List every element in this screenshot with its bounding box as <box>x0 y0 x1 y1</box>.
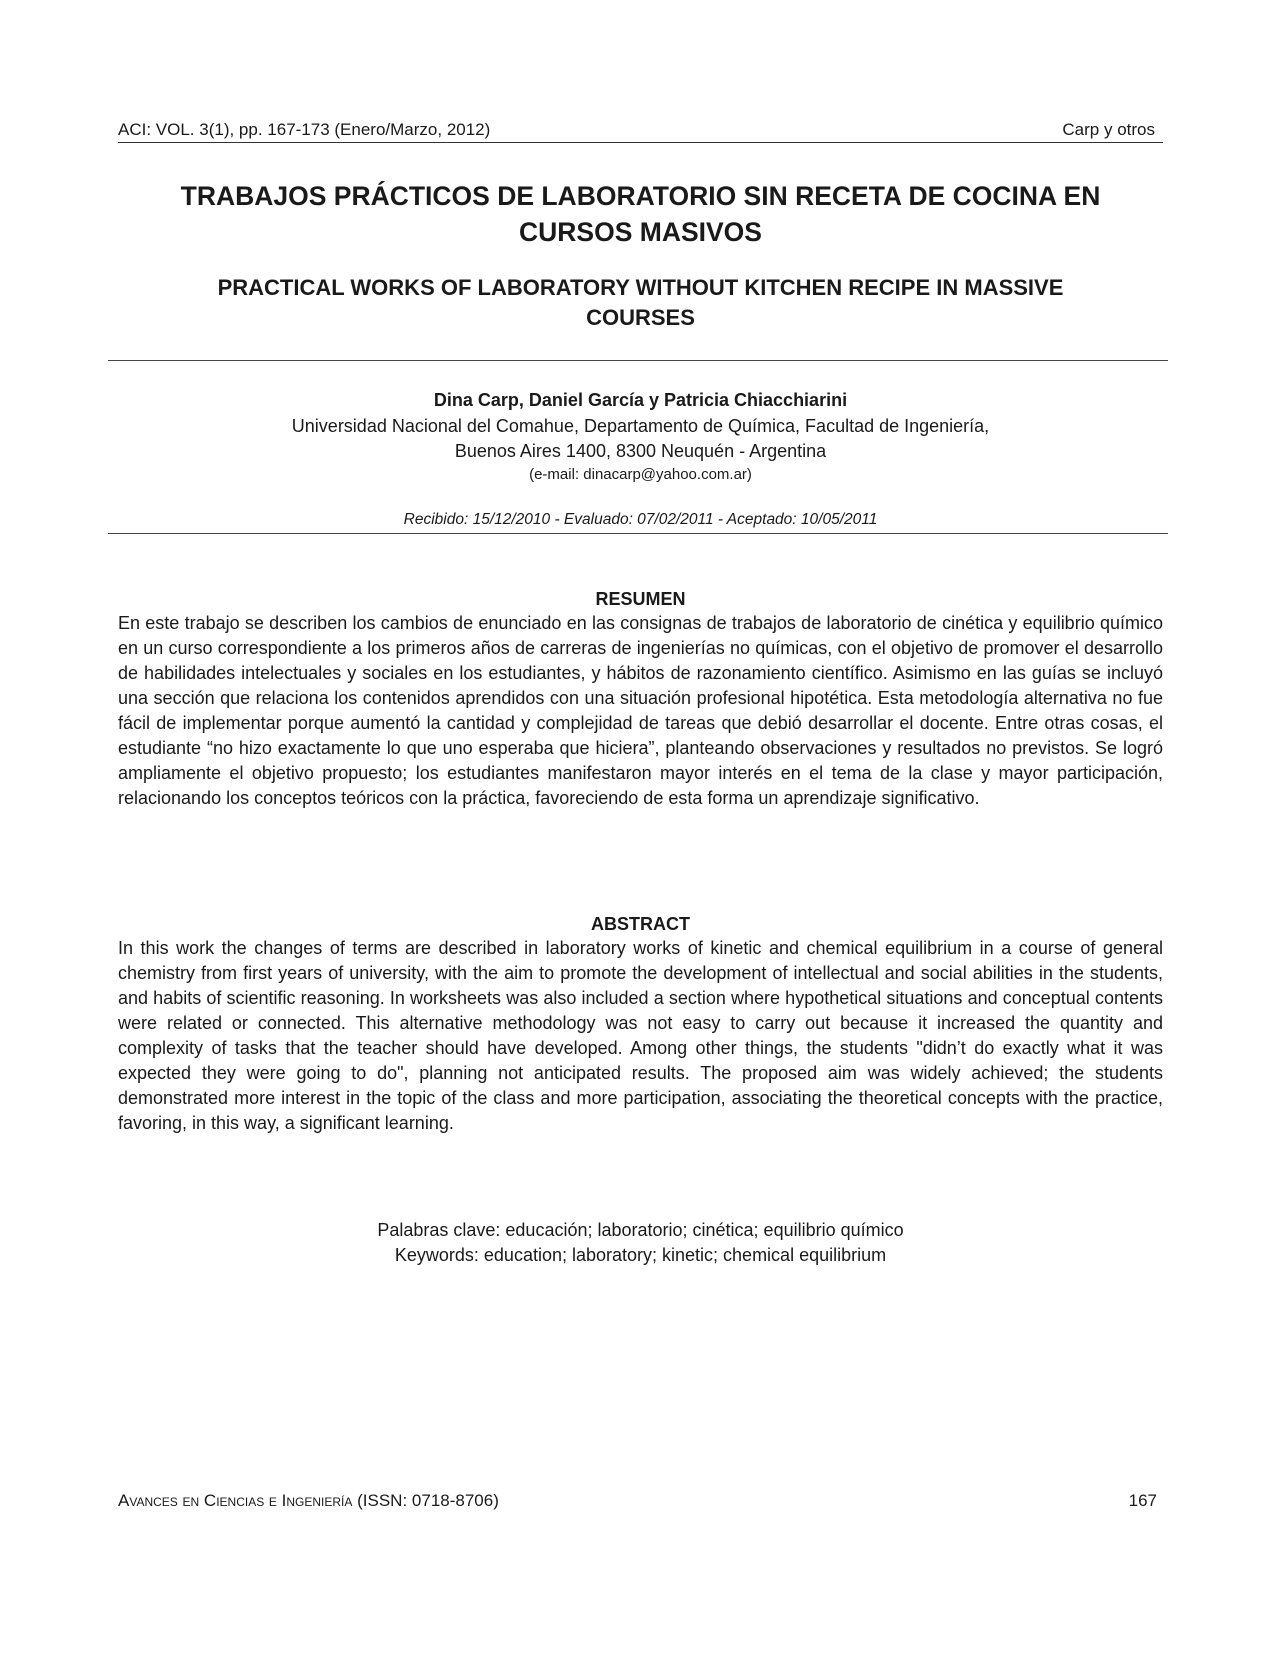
keywords-english: Keywords: education; laboratory; kinetic; chemical equilibrium <box>394 1245 887 1265</box>
header-citation: ACI: VOL. 3(1), pp. 167-173 (Enero/Marzo, 2012) <box>118 120 491 139</box>
header-running-authors: Carp y otros <box>1062 120 1155 139</box>
divider-top <box>108 360 1168 361</box>
divider-bottom <box>108 533 1168 534</box>
title-spanish-line1: TRABAJOS PRÁCTICOS DE LABORATORIO SIN RECETA DE COCINA EN <box>180 181 1101 211</box>
author-email: (e-mail: dinacarp@yahoo.com.ar) <box>529 466 752 483</box>
authors: Dina Carp, Daniel García y Patricia Chiacchiarini <box>433 390 848 410</box>
page-footer <box>118 1490 1163 1512</box>
page-number: 167 <box>1128 1491 1157 1510</box>
keywords-block <box>118 1218 1163 1268</box>
title-spanish-line2: CURSOS MASIVOS <box>519 217 762 247</box>
resumen-heading: RESUMEN <box>595 589 686 609</box>
title-english-line1: PRACTICAL WORKS OF LABORATORY WITHOUT KITCHEN RECIPE IN MASSIVE <box>217 275 1064 300</box>
affiliation-line1: Universidad Nacional del Comahue, Departamento de Química, Facultad de Ingeniería, <box>291 416 990 436</box>
abstract-text: In this work the changes of terms are described in laboratory works of kinetic and chemical equilibrium in a course of general chemistry from first years of university, with the aim to promote the development of intellectual and social abilities in the students, and habits of scientific reasoning. In worksheets was also included a section where hypothetical situations and conceptual contents were related or connected. This alternative methodology was not easy to carry out because it increased the quantity and complexity of tasks that the teacher should have developed. Among other things, the students "didn’t do exactly what it was expected they were going to do", planning not anticipated results. The proposed aim was widely achieved; the students demonstrated more interest in the topic of the class and more participation, associating the theoretical concepts with the practice, favoring, in this way, a significant learning. <box>118 938 1163 1133</box>
title-english-line2: COURSES <box>586 305 695 330</box>
footer-issn: (ISSN: 0718-8706) <box>357 1491 499 1510</box>
abstract-heading: ABSTRACT <box>591 914 690 934</box>
footer-journal-name: Avances en Ciencias e Ingeniería <box>118 1491 353 1510</box>
affiliation-line2: Buenos Aires 1400, 8300 Neuquén - Argentina <box>454 441 827 461</box>
running-header <box>118 120 1163 143</box>
resumen-text: En este trabajo se describen los cambios de enunciado en las consignas de trabajos de laboratorio de cinética y equilibrio químico en un curso correspondiente a los primeros años de carreras de ingenierías no químicas, con el objetivo de promover el desarrollo de habilidades intelectuales y sociales en los estudiantes, y hábitos de razonamiento científico. Asimismo en las guías se incluyó una sección que relaciona los contenidos aprendidos con una situación profesional hipotética. Esta metodología alternativa no fue fácil de implementar porque aumentó la cantidad y complejidad de tareas que debió desarrollar el docente. Entre otras cosas, el estudiante “no hizo exactamente lo que uno esperaba que hiciera”, planteando observaciones y resultados no previstos. Se logró ampliamente el objetivo propuesto; los estudiantes manifestaron mayor interés en el tema de la clase y mayor participación, relacionando los conceptos teóricos con la práctica, favoreciendo de esta forma un aprendizaje significativo. <box>118 613 1163 808</box>
submission-dates: Recibido: 15/12/2010 - Evaluado: 07/02/2011 - Aceptado: 10/05/2011 <box>403 511 878 528</box>
title-spanish <box>118 178 1163 250</box>
keywords-spanish: Palabras clave: educación; laboratorio; cinética; equilibrio químico <box>377 1220 904 1240</box>
title-english <box>118 273 1163 333</box>
footer-journal <box>118 1490 499 1512</box>
affiliation <box>118 414 1163 464</box>
